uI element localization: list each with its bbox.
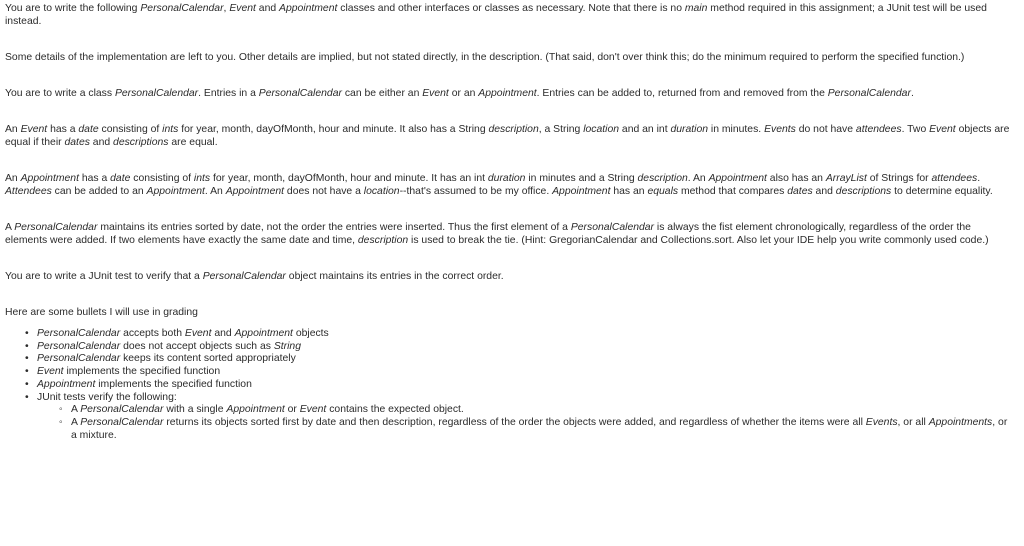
emphasized-term: duration <box>487 173 526 184</box>
text-run: A <box>71 404 81 416</box>
emphasized-term: PersonalCalendar <box>37 353 121 365</box>
grading-bullet <box>37 379 1015 392</box>
emphasized-term: date <box>78 124 99 135</box>
emphasized-term: Attendees <box>5 186 52 197</box>
text-run: classes and other interfaces or classes as necessary. Note that there is no <box>337 3 685 14</box>
text-run: does not accept objects such as <box>120 340 274 352</box>
text-run: is used to break the tie. (Hint: GregorianCalendar and Collections.sort. Also let your IDE help you write commonly used code.) <box>408 235 989 246</box>
text-run: are equal. <box>168 137 218 148</box>
implementation-details-paragraph <box>5 51 1015 64</box>
emphasized-term: Appointment <box>279 3 338 14</box>
emphasized-term: ints <box>193 173 211 184</box>
text-run: is always the fist element chronologically, regardless of the order the elements were added. If two elements have exactly the same date and time, <box>5 222 971 246</box>
emphasized-term: PersonalCalendar <box>80 416 164 428</box>
emphasized-term: PersonalCalendar <box>570 222 655 233</box>
grading-bullet <box>37 366 1015 379</box>
emphasized-term: description <box>637 173 688 184</box>
emphasized-term: PersonalCalendar <box>140 3 224 14</box>
text-run: A <box>71 416 81 428</box>
text-run: object maintains its entries in the correct order. <box>285 271 504 282</box>
text-run: has a <box>47 124 79 135</box>
text-run: Here are some bullets I will use in grading <box>5 307 198 318</box>
junit-sub-bullet <box>71 404 1015 417</box>
emphasized-term: descriptions <box>113 137 169 148</box>
emphasized-term: Appointment <box>37 378 96 390</box>
emphasized-term: String <box>273 340 301 352</box>
text-run: implements the specified function <box>95 378 252 390</box>
grading-intro-paragraph <box>5 306 1015 319</box>
emphasized-term: attendees <box>855 124 902 135</box>
emphasized-term: PersonalCalendar <box>14 222 98 233</box>
emphasized-term: Event <box>229 3 256 14</box>
text-run: method required in this assignment; a JUnit test will be used instead. <box>5 3 987 27</box>
emphasized-term: PersonalCalendar <box>37 340 121 352</box>
emphasized-term: PersonalCalendar <box>258 88 342 99</box>
text-run: has an <box>610 186 648 197</box>
text-run: accepts both <box>120 328 185 339</box>
text-run: You are to write the following <box>5 3 141 14</box>
text-run: returns its objects sorted first by date and then description, regardless of the order the objects were added, and regardless of whether the items were all <box>163 416 866 428</box>
emphasized-term: attendees <box>931 173 978 184</box>
text-run: . Entries can be added to, returned from and removed from the <box>536 88 828 99</box>
emphasized-term: Events <box>764 124 796 135</box>
grading-bullet <box>37 328 1015 341</box>
text-run: and <box>89 137 114 148</box>
text-run: . An <box>687 173 709 184</box>
emphasized-term: PersonalCalendar <box>80 404 164 416</box>
emphasized-term: Event <box>929 124 956 135</box>
emphasized-term: Appointment <box>146 186 205 197</box>
text-run: implements the specified function <box>63 366 221 378</box>
intro-paragraph <box>5 2 1015 28</box>
text-run: You are to write a class <box>5 88 115 99</box>
emphasized-term: Event <box>37 366 64 378</box>
text-run: Some details of the implementation are left to you. Other details are implied, but not stated directly, in the description. (That said, don't over think this; do the minimum required to perform the specified function.) <box>5 52 965 63</box>
text-run: . <box>977 173 981 184</box>
appointment-paragraph <box>5 172 1015 198</box>
text-run: has a <box>78 173 111 184</box>
text-run: consisting of <box>130 173 194 184</box>
text-run: or <box>284 404 300 416</box>
text-run: and an int <box>619 124 671 135</box>
text-run: JUnit tests verify the following: <box>37 391 177 403</box>
emphasized-term: description <box>357 235 409 246</box>
text-run: and <box>812 186 836 197</box>
text-run: do not have <box>795 124 856 135</box>
emphasized-term: Events <box>865 416 898 428</box>
emphasized-term: PersonalCalendar <box>202 271 286 282</box>
emphasized-term: description <box>488 124 539 135</box>
text-run: of Strings for <box>866 173 932 184</box>
text-run: An <box>5 173 21 184</box>
emphasized-term: Appointment <box>552 186 611 197</box>
emphasized-term: Appointment <box>708 173 767 184</box>
text-run: and <box>255 3 280 14</box>
emphasized-term: ArrayList <box>825 173 867 184</box>
text-run: keeps its content sorted appropriately <box>120 353 296 365</box>
text-run: , or all <box>897 416 929 428</box>
emphasized-term: Appointment <box>478 88 537 99</box>
text-run: . <box>910 88 914 99</box>
emphasized-term: Appointment <box>226 404 285 416</box>
text-run: can be either an <box>341 88 423 99</box>
emphasized-term: location <box>363 186 400 197</box>
emphasized-term: equals <box>647 186 679 197</box>
emphasized-term: Event <box>422 88 449 99</box>
text-run: in minutes. <box>708 124 765 135</box>
emphasized-term: ints <box>162 124 179 135</box>
personal-calendar-paragraph <box>5 87 1015 100</box>
emphasized-term: Event <box>299 404 327 416</box>
text-run: You are to write a JUnit test to verify that a <box>5 271 203 282</box>
grading-bullet-list <box>5 328 1015 442</box>
emphasized-term: duration <box>670 124 709 135</box>
text-run: An <box>5 124 21 135</box>
text-run: . Entries in a <box>198 88 259 99</box>
emphasized-term: dates <box>64 137 90 148</box>
event-paragraph <box>5 123 1015 149</box>
text-run: contains the expected object. <box>326 404 464 416</box>
text-run: . An <box>204 186 226 197</box>
emphasized-term: Event <box>184 328 212 339</box>
text-run: . Two <box>901 124 930 135</box>
grading-bullet-text <box>37 392 177 403</box>
text-run: method that compares <box>678 186 788 197</box>
text-run: does not have a <box>284 186 364 197</box>
text-run: for year, month, dayOfMonth, hour and minute. It has an int <box>210 173 488 184</box>
emphasized-term: PersonalCalendar <box>827 88 911 99</box>
grading-bullet <box>37 353 1015 366</box>
text-run: also has an <box>766 173 826 184</box>
grading-bullet <box>37 341 1015 354</box>
text-run: , a String <box>538 124 584 135</box>
text-run: objects <box>292 328 329 339</box>
text-run: or an <box>448 88 479 99</box>
emphasized-term: PersonalCalendar <box>114 88 199 99</box>
text-run: in minutes and a String <box>525 173 638 184</box>
text-run: --that's assumed to be my office. <box>399 186 553 197</box>
emphasized-term: dates <box>787 186 813 197</box>
emphasized-term: PersonalCalendar <box>37 328 121 339</box>
text-run: and <box>211 328 235 339</box>
junit-sub-bullet <box>71 417 1015 442</box>
emphasized-term: Appointments <box>928 416 993 428</box>
emphasized-term: Appointment <box>20 173 79 184</box>
sorting-paragraph <box>5 221 1015 247</box>
text-run: maintains its entries sorted by date, not the order the entries were inserted. Thus the first element of a <box>97 222 571 233</box>
text-run: A <box>5 222 15 233</box>
emphasized-term: date <box>110 173 131 184</box>
text-run: , or a mixture. <box>71 416 1008 441</box>
grading-bullet <box>37 392 1015 443</box>
text-run: objects are equal if their <box>5 124 1010 148</box>
text-run: for year, month, dayOfMonth, hour and minute. It also has a String <box>178 124 489 135</box>
emphasized-term: Event <box>20 124 48 135</box>
text-run: can be added to an <box>51 186 147 197</box>
emphasized-term: location <box>583 124 620 135</box>
emphasized-term: Appointment <box>234 328 293 339</box>
text-run: consisting of <box>98 124 163 135</box>
junit-paragraph <box>5 270 1015 283</box>
emphasized-term: Appointment <box>225 186 285 197</box>
emphasized-term: descriptions <box>835 186 892 197</box>
emphasized-term: main <box>684 3 708 14</box>
text-run: to determine equality. <box>891 186 993 197</box>
junit-sub-bullet-list <box>37 404 1015 442</box>
text-run: , <box>223 3 230 14</box>
text-run: with a single <box>163 404 227 416</box>
